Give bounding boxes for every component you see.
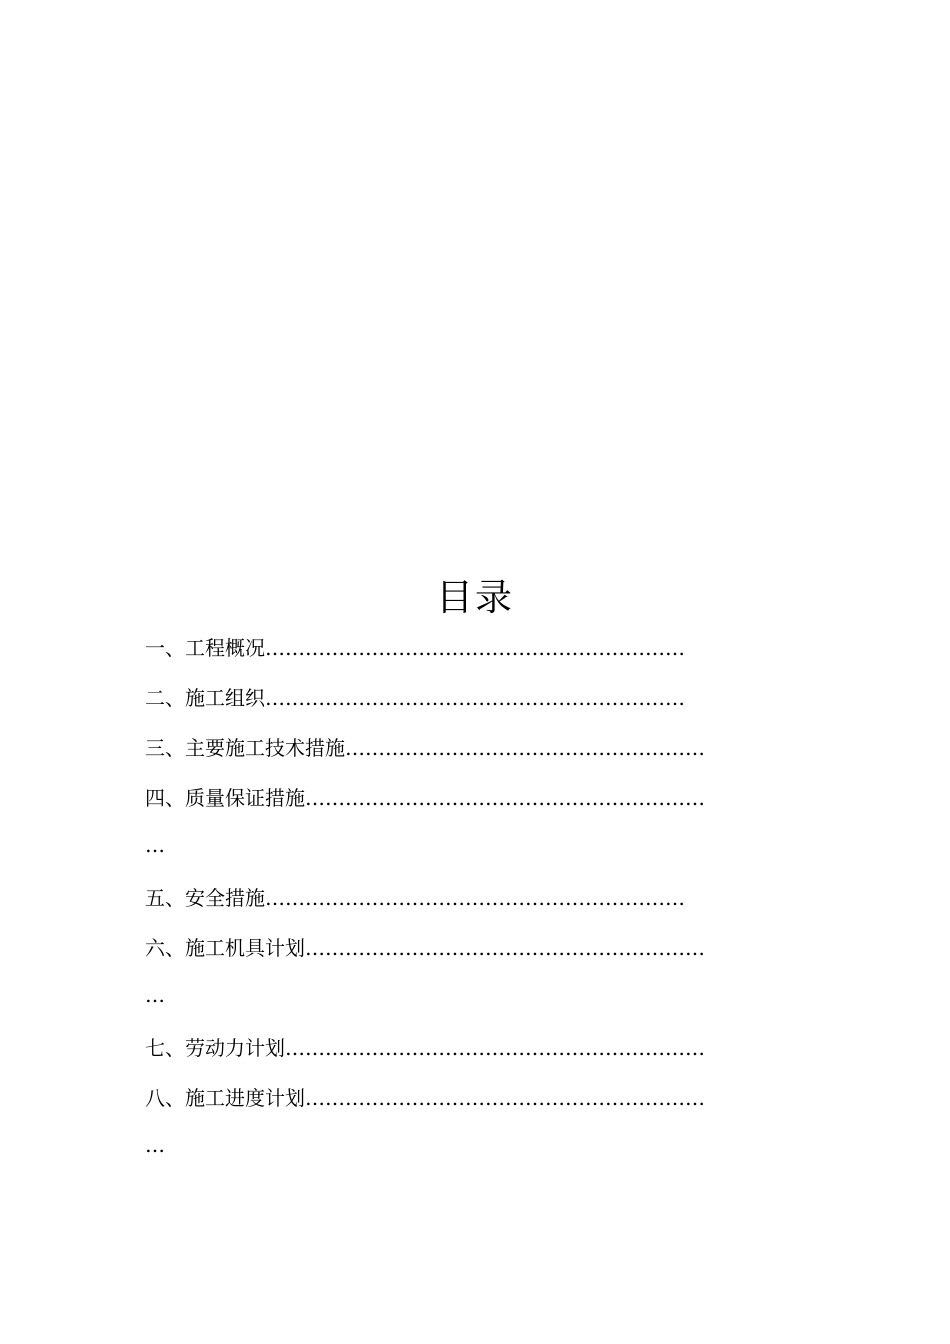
toc-entry-6[interactable]: 六、施工机具计划…………………………………………………… <box>145 936 705 960</box>
toc-entry-5[interactable]: 五、安全措施……………………………………………………… <box>145 886 685 910</box>
toc-entry-7[interactable]: 七、劳动力计划……………………………………………………… <box>145 1036 705 1060</box>
toc-entry-3[interactable]: 三、主要施工技术措施……………………………………………… <box>145 736 705 760</box>
toc-entry-2[interactable]: 二、施工组织……………………………………………………… <box>145 686 685 710</box>
toc-entry-8[interactable]: 八、施工进度计划…………………………………………………… <box>145 1086 705 1110</box>
toc-entry-4-continuation: … <box>145 833 165 857</box>
toc-entry-8-continuation: … <box>145 1133 165 1157</box>
toc-entry-6-continuation: … <box>145 983 165 1007</box>
toc-entry-1[interactable]: 一、工程概况……………………………………………………… <box>145 636 685 660</box>
toc-entry-4[interactable]: 四、质量保证措施…………………………………………………… <box>145 786 705 810</box>
toc-title: 目录 <box>436 576 514 619</box>
